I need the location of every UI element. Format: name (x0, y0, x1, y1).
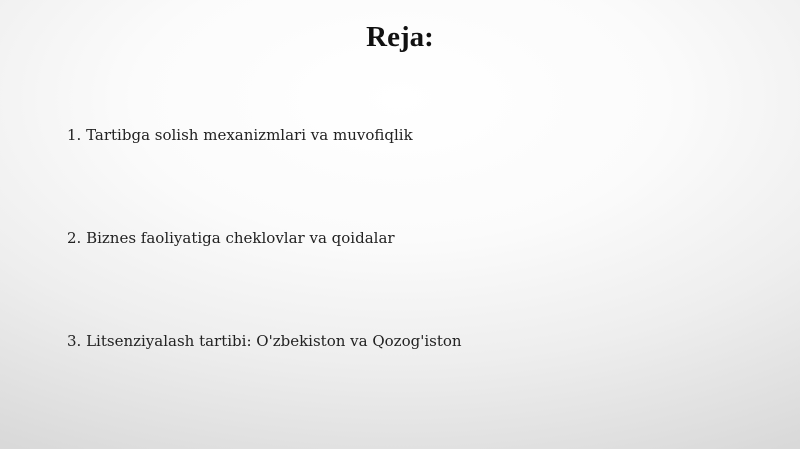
agenda-item: 1. Tartibga solish mexanizmlari va muvofiqlik (67, 126, 413, 144)
agenda-item: 2. Biznes faoliyatiga cheklovlar va qoidalar (67, 229, 395, 247)
slide-title: Reja: (366, 21, 434, 53)
agenda-item: 3. Litsenziyalash tartibi: O'zbekiston va Qozog'iston (67, 332, 462, 350)
